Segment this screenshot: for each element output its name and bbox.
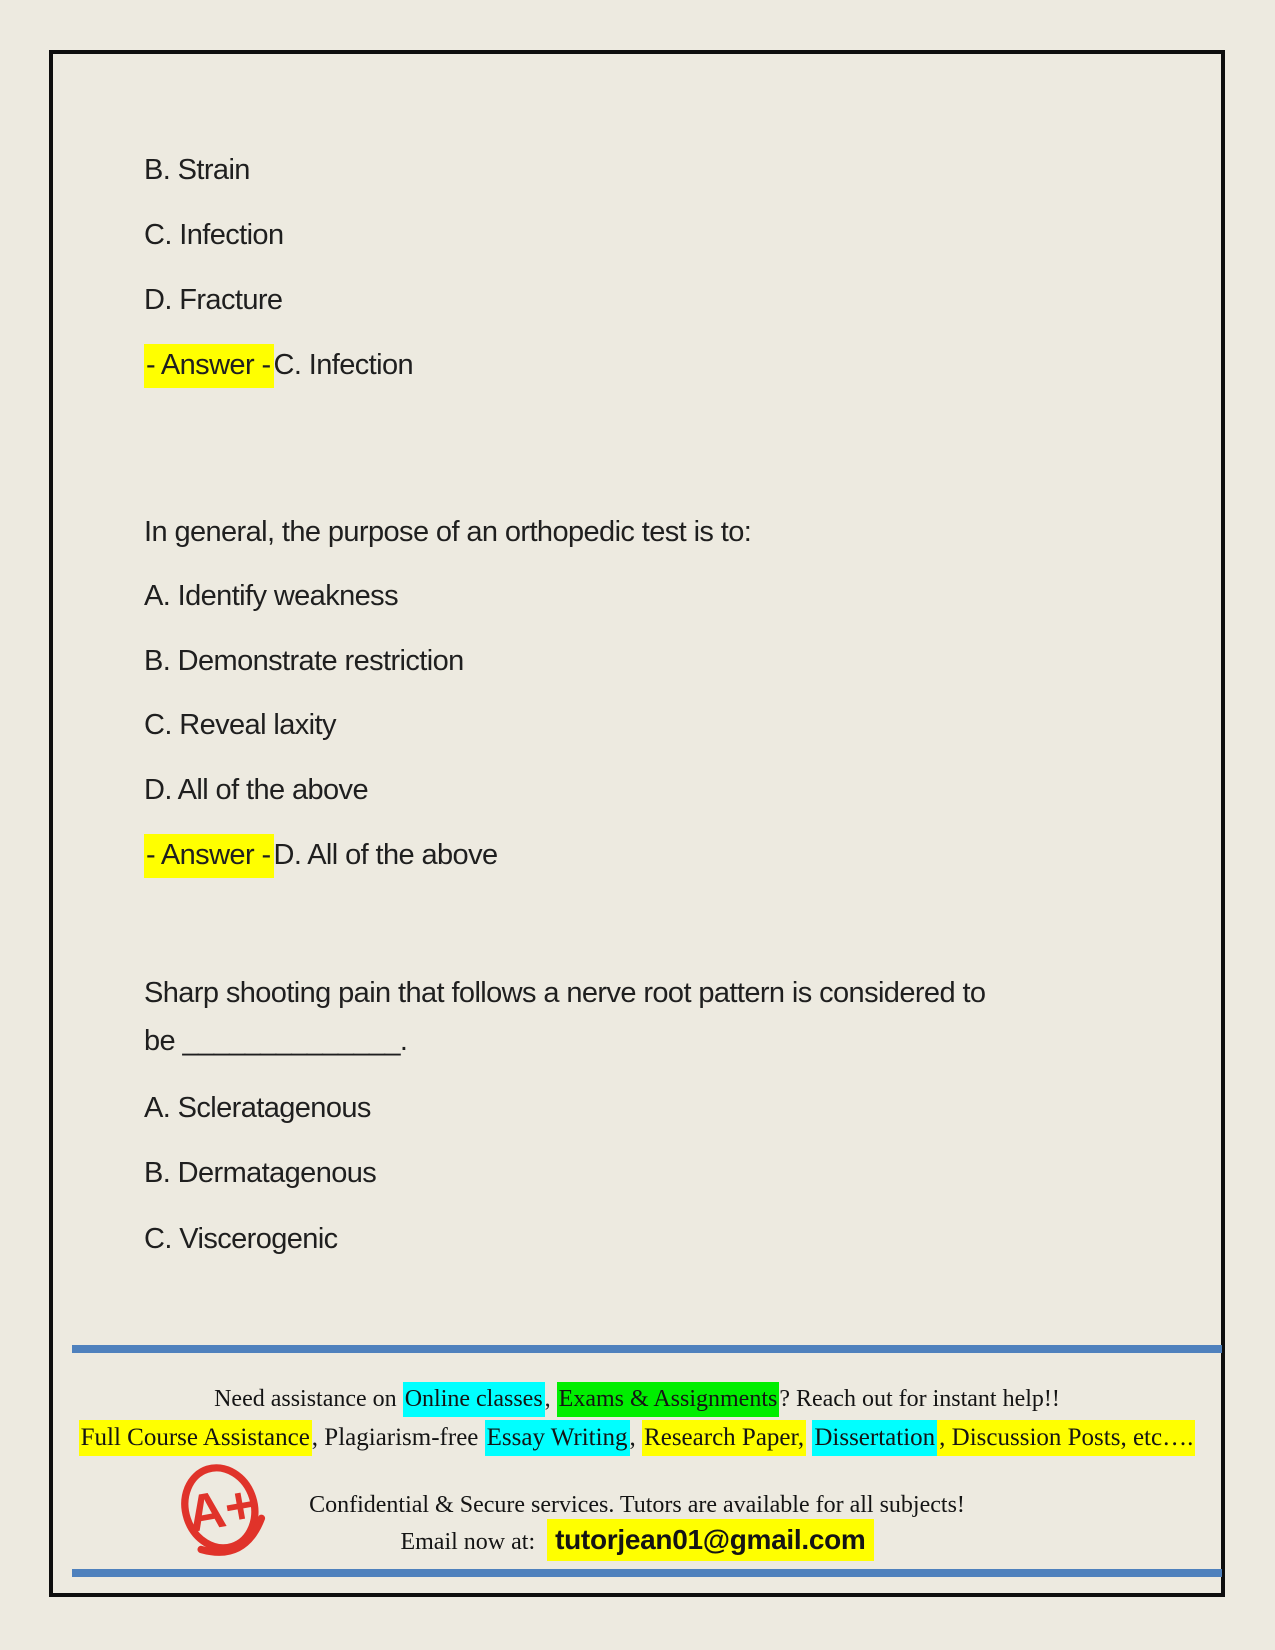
- question-option: C. Infection: [144, 219, 284, 251]
- question-prompt: In general, the purpose of an orthopedic test is to:: [144, 516, 752, 548]
- answer-text: D. All of the above: [273, 839, 498, 871]
- answer-line: [144, 347, 413, 383]
- divider-line-bottom: [72, 1569, 1222, 1577]
- question-option: B. Demonstrate restriction: [144, 645, 464, 677]
- question-option: A. Scleratagenous: [144, 1092, 371, 1124]
- promo-text: ,: [544, 1386, 557, 1412]
- promo-highlight-green: Exams & Assignments: [557, 1382, 780, 1417]
- promo-highlight-cyan: Essay Writing: [485, 1420, 630, 1456]
- promo-text: Need assistance on: [214, 1386, 403, 1412]
- question-option: B. Dermatagenous: [144, 1157, 377, 1189]
- promo-text: ,: [629, 1424, 643, 1451]
- aplus-logo-text: A+: [183, 1475, 260, 1545]
- promo-text: ? Reach out for instant help!!: [779, 1386, 1060, 1412]
- question-option: D. All of the above: [144, 774, 368, 806]
- aplus-logo-icon: [172, 1460, 276, 1564]
- question-prompt: Sharp shooting pain that follows a nerve root pattern is considered to: [144, 977, 986, 1009]
- question-prompt-blank: be ______________.: [144, 1025, 408, 1057]
- question-option: B. Strain: [144, 154, 250, 186]
- footer-promo-line: [49, 1386, 1225, 1413]
- promo-highlight-cyan: Dissertation: [812, 1420, 937, 1456]
- answer-highlight: - Answer -: [144, 344, 274, 388]
- promo-highlight-yellow: , Discussion Posts, etc….: [937, 1420, 1195, 1456]
- question-option: A. Identify weakness: [144, 580, 398, 612]
- question-option: C. Reveal laxity: [144, 709, 336, 741]
- promo-highlight-yellow: Full Course Assistance: [79, 1420, 312, 1456]
- email-address: tutorjean01@gmail.com: [547, 1519, 873, 1561]
- question-option: C. Viscerogenic: [144, 1223, 338, 1255]
- email-label: Email now at:: [400, 1529, 536, 1555]
- answer-line: [144, 837, 498, 873]
- answer-highlight: - Answer -: [144, 834, 274, 878]
- promo-highlight-cyan: Online classes: [403, 1382, 545, 1417]
- footer-services-line: [49, 1424, 1225, 1452]
- divider-line-top: [72, 1345, 1222, 1353]
- question-option: D. Fracture: [144, 284, 283, 316]
- answer-text: C. Infection: [273, 349, 414, 381]
- promo-text: , Plagiarism-free: [311, 1424, 485, 1451]
- footer-confidential-line: Confidential & Secure services. Tutors are available for all subjects!: [309, 1492, 965, 1518]
- promo-highlight-yellow: Research Paper,: [642, 1420, 806, 1456]
